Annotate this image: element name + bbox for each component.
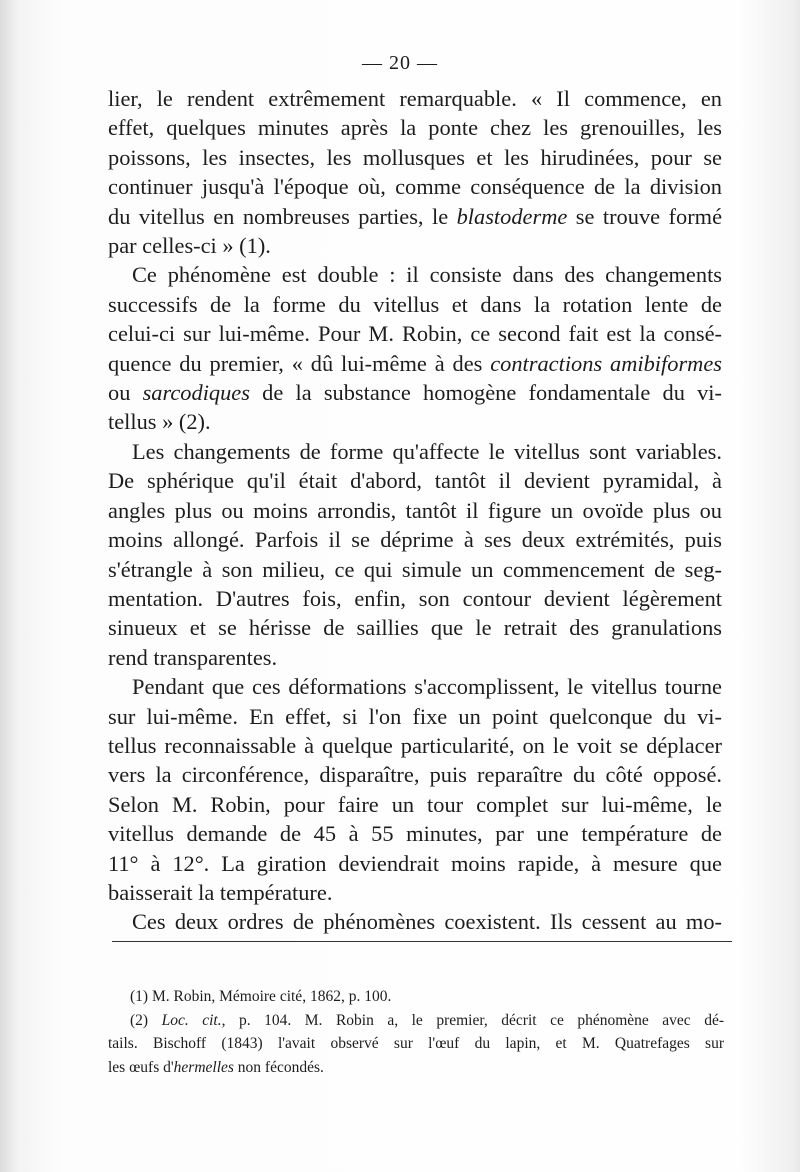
paragraph-5 xyxy=(108,907,722,936)
text-line: par celles-ci » (1). xyxy=(108,233,271,259)
text-line: tellus » (2). xyxy=(108,409,211,435)
text-line: moins allongé. Parfois il se déprime à ses deux extrémités, puis xyxy=(108,527,722,553)
text-line: mentation. D'autres fois, enfin, son contour devient légèrement xyxy=(108,585,722,611)
footnotes xyxy=(108,985,724,1079)
text-line: 11° à 12°. La giration deviendrait moins rapide, à mesure que xyxy=(108,850,722,876)
text-line: rend transparentes. xyxy=(108,644,278,670)
text-line: vers la circonférence, disparaître, puis reparaître du côté opposé. xyxy=(108,762,722,788)
text-line: De sphérique qu'il était d'abord, tantôt il devient pyramidal, à xyxy=(108,468,722,494)
text-line: Ce phénomène est double : il consiste dans des changements xyxy=(132,262,722,288)
paragraph-1 xyxy=(108,84,722,260)
text-line: sur lui-même. En effet, si l'on fixe un point quelconque du vi- xyxy=(108,703,722,729)
text-line: Selon M. Robin, pour faire un tour complet sur lui-même, le xyxy=(108,791,722,817)
text-line: successifs de la forme du vitellus et dans la rotation lente de xyxy=(108,291,722,317)
paragraph-3 xyxy=(108,437,722,672)
text-line: sinueux et se hérisse de saillies que le retrait des granulations xyxy=(108,615,722,641)
text-line xyxy=(108,349,722,378)
text-line: Ces deux ordres de phénomènes coexistent. Ils cessent au mo- xyxy=(132,909,722,935)
text-line: vitellus demande de 45 à 55 minutes, par une température de xyxy=(108,821,722,847)
text-line xyxy=(108,202,722,231)
italic-term: hermelles xyxy=(173,1058,234,1076)
footnote-2-line xyxy=(108,1056,724,1080)
text-segment: de la substance homogène fondamentale du vi- xyxy=(249,380,722,406)
italic-term: blastoderme xyxy=(456,203,568,229)
text-line: continuer jusqu'à l'époque où, comme conséquence de la division xyxy=(108,174,722,200)
page-number: — 20 — xyxy=(362,52,438,74)
text-line: effet, quelques minutes après la ponte chez les grenouilles, les xyxy=(108,115,722,141)
text-line: angles plus ou moins arrondis, tantôt il figure un ovoïde plus ou xyxy=(108,497,722,523)
text-segment: du vitellus en nombreuses parties, le xyxy=(108,203,457,229)
text-segment: quence du premier, « dû lui-même à des xyxy=(108,350,491,376)
text-line: Pendant que ces déformations s'accomplissent, le vitellus tourne xyxy=(132,674,722,700)
footnote-2-line xyxy=(108,1009,724,1033)
text-line: Les changements de forme qu'affecte le vitellus sont variables. xyxy=(132,438,722,464)
italic-term: Loc. cit. xyxy=(161,1011,222,1029)
text-line: tellus reconnaissable à quelque particularité, on le voit se déplacer xyxy=(108,732,722,758)
text-line: celui-ci sur lui-même. Pour M. Robin, ce second fait est la consé- xyxy=(108,321,722,347)
text-line: poissons, les insectes, les mollusques et les hirudinées, pour se xyxy=(108,144,722,170)
text-segment: non fécondés. xyxy=(233,1058,324,1076)
text-segment: les œufs d' xyxy=(108,1058,174,1076)
text-line xyxy=(108,378,722,407)
body-text xyxy=(108,84,722,937)
text-line: baisserait la température. xyxy=(108,879,333,905)
footnote-2-line: tails. Bischoff (1843) l'avait observé sur l'œuf du lapin, et M. Quatrefages sur xyxy=(108,1035,724,1052)
paragraph-2 xyxy=(108,260,722,436)
footnote-separator xyxy=(112,941,732,942)
paragraph-4 xyxy=(108,672,722,907)
italic-term: contractions amibiformes xyxy=(490,350,722,376)
text-segment: se trouve formé xyxy=(567,203,723,229)
text-line: s'étrangle à son milieu, ce qui simule un commencement de seg- xyxy=(108,556,722,582)
italic-term: sarcodiques xyxy=(142,380,250,406)
footnote-1: (1) M. Robin, Mémoire cité, 1862, p. 100. xyxy=(130,988,392,1005)
text-line: lier, le rendent extrêmement remarquable. « Il commence, en xyxy=(108,86,722,111)
text-segment: , p. 104. M. Robin a, le premier, décrit ce phénomène avec dé- xyxy=(221,1011,724,1029)
text-segment: (2) xyxy=(130,1011,162,1029)
text-segment: ou xyxy=(108,380,143,406)
